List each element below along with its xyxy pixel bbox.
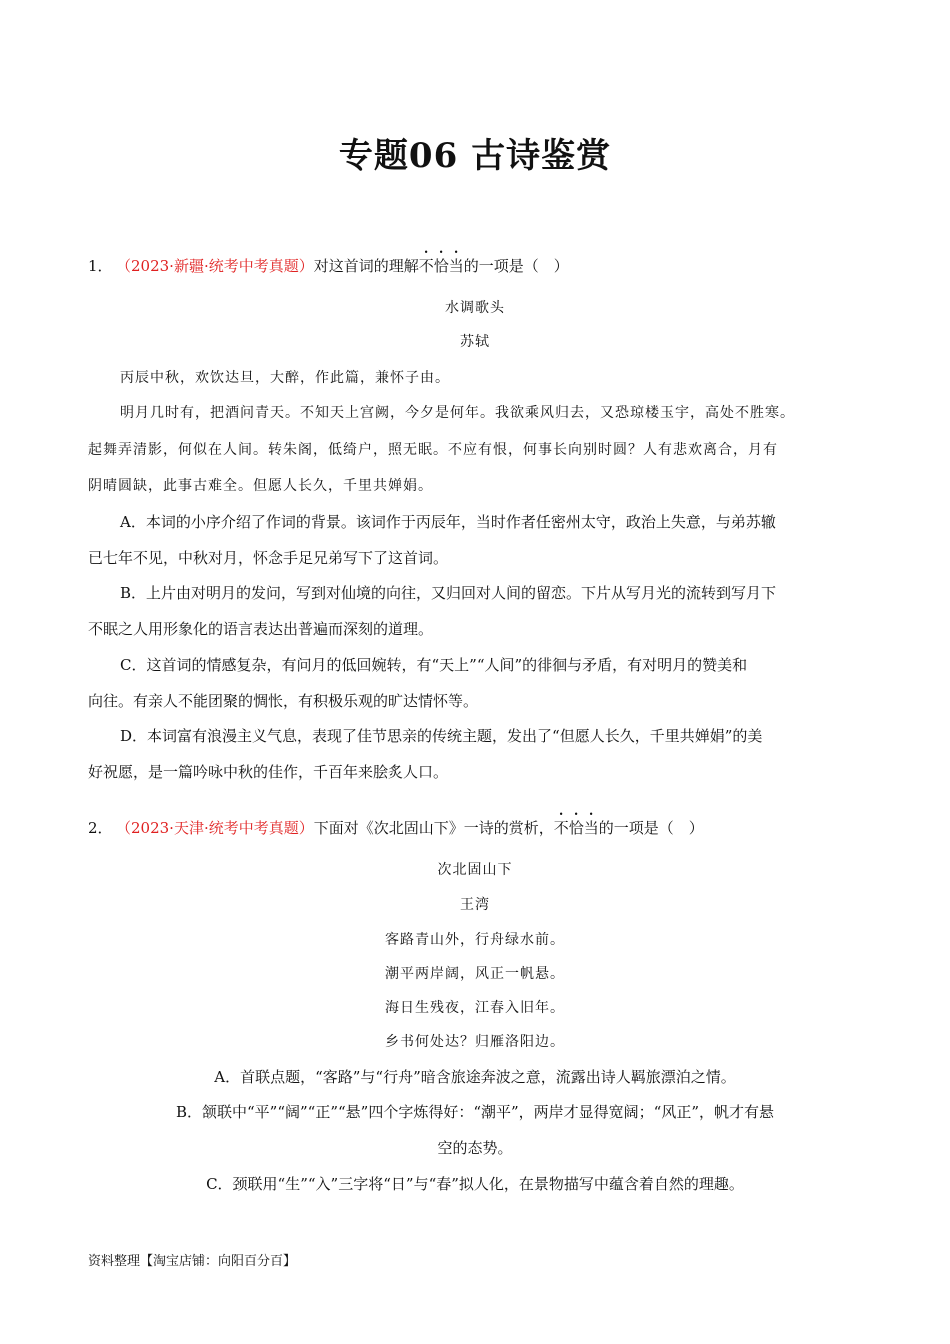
page-title: 专题06 古诗鉴赏 [338, 136, 612, 176]
option-b-cont: 不眠之人用形象化的语言表达出普遍而深刻的道理。 [88, 620, 434, 638]
option-b: B．上片由对明月的发问，写到对仙境的向往，又归回对人间的留恋。下片从写月光的流转到写月下 [120, 584, 777, 602]
stem-text: 的一项是（ ） [598, 819, 704, 837]
question-number: 1． [88, 257, 113, 275]
poem-title: 次北固山下 [437, 862, 513, 878]
poem-title: 水调歌头 [445, 300, 505, 316]
poem-line: 起舞弄清影，何似在人间。转朱阁，低绮户，照无眠。不应有恨，何事长向别时圆？人有悲欢离合，月有 [88, 442, 778, 458]
emphasis-text: 不恰当 [418, 257, 464, 275]
question-2-stem [88, 810, 704, 838]
question-source: （2023·新疆·统考中考真题） [116, 257, 314, 275]
stem-text: 下面对《次北固山下》一诗的赏析， [313, 819, 554, 837]
option-d-cont: 好祝愿，是一篇吟咏中秋的佳作，千百年来脍炙人口。 [88, 763, 449, 781]
poem-line: 阴晴圆缺，此事古难全。但愿人长久，千里共婵娟。 [88, 478, 433, 494]
option-a: A．首联点题，“客路”与“行舟”暗含旅途奔波之意，流露出诗人羁旅漂泊之情。 [214, 1068, 736, 1086]
poem-author: 王湾 [460, 897, 490, 913]
option-b-cont: 空的态势。 [437, 1139, 513, 1157]
question-1-stem [88, 248, 569, 276]
option-c-cont: 向往。有亲人不能团聚的惆怅，有积极乐观的旷达情怀等。 [88, 692, 479, 710]
question-number: 2． [88, 819, 113, 837]
option-c: C．这首词的情感复杂，有问月的低回婉转，有“天上”“人间”的徘徊与矛盾，有对明月的赞美和 [120, 656, 748, 674]
poem-line: 海日生残夜，江春入旧年。 [385, 1000, 565, 1016]
option-a-cont: 已七年不见，中秋对月，怀念手足兄弟写下了这首词。 [88, 549, 449, 567]
poem-line: 潮平两岸阔，风正一帆悬。 [385, 966, 565, 982]
poem-line: 乡书何处达？归雁洛阳边。 [385, 1034, 565, 1050]
option-a: A．本词的小序介绍了作词的背景。该词作于丙辰年，当时作者任密州太守，政治上失意，与弟苏辙 [120, 513, 776, 531]
question-source: （2023·天津·统考中考真题） [116, 819, 314, 837]
option-d: D．本词富有浪漫主义气息，表现了佳节思亲的传统主题，发出了“但愿人长久，千里共婵娟”的美 [120, 727, 763, 745]
footer-note: 资料整理【淘宝店铺：向阳百分百】 [88, 1254, 297, 1269]
emphasis-text: 不恰当 [553, 819, 599, 837]
poem-preface: 丙辰中秋，欢饮达旦，大醉，作此篇，兼怀子由。 [120, 370, 450, 386]
poem-author: 苏轼 [460, 334, 490, 350]
poem-line: 客路青山外，行舟绿水前。 [385, 932, 565, 948]
poem-line: 明月几时有，把酒问青天。不知天上宫阙，今夕是何年。我欲乘风归去，又恐琼楼玉宇，高处不胜寒。 [120, 405, 795, 421]
stem-text: 对这首词的理解 [313, 257, 419, 275]
stem-text: 的一项是（ ） [463, 257, 569, 275]
option-b: B．颔联中“平”“阔”“正”“悬”四个字炼得好：“潮平”，两岸才显得宽阔；“风正”，帆才有悬 [175, 1103, 775, 1121]
option-c: C．颈联用“生”“入”三字将“日”与“春”拟人化，在景物描写中蕴含着自然的理趣。 [206, 1175, 744, 1193]
